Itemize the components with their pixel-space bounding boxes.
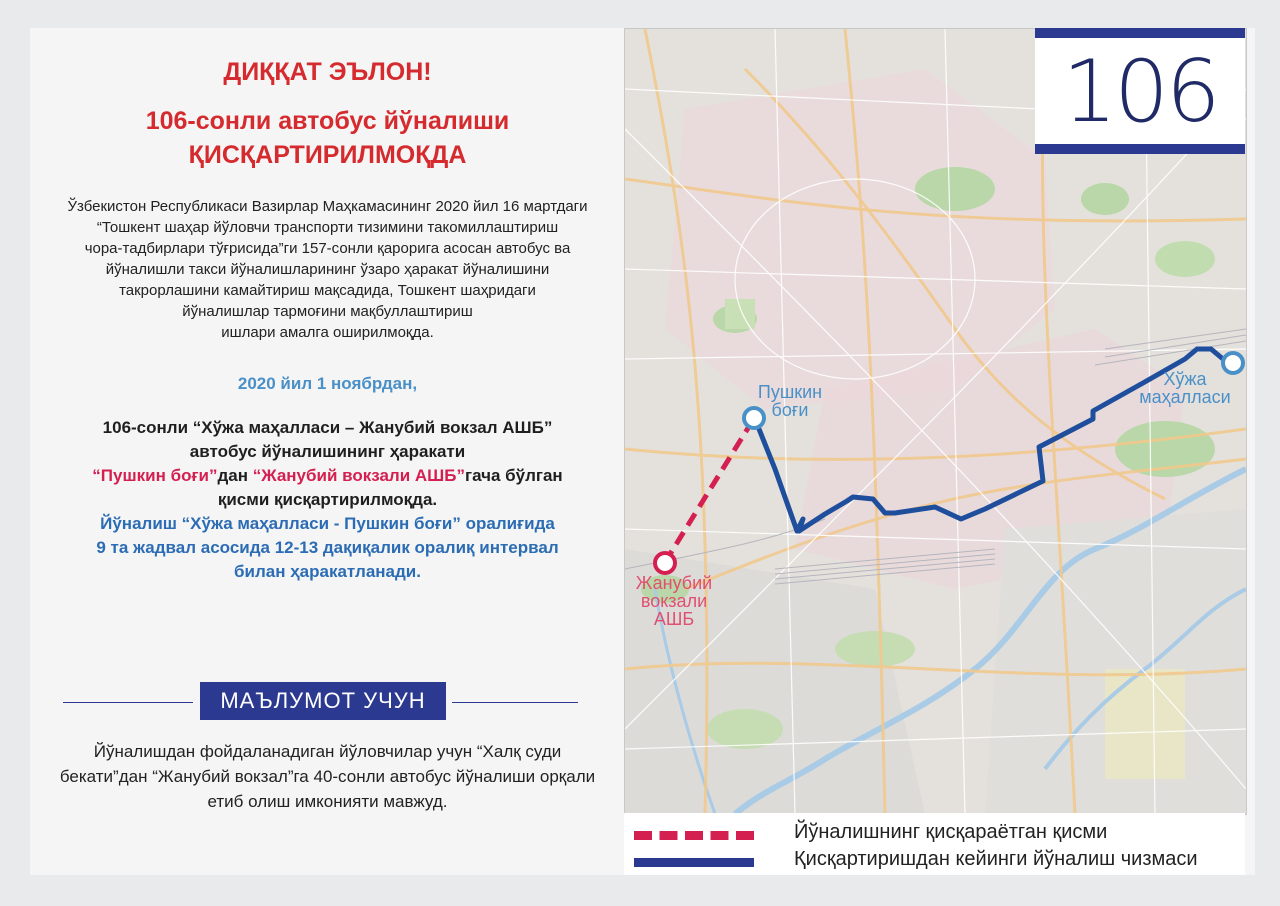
notice-line: автобус йўналишининг ҳаракати <box>189 442 466 461</box>
effective-date: 2020 йил 1 ноябрдан, <box>237 374 418 393</box>
janubiy-stop-marker <box>655 553 675 573</box>
janubiy-stop-label <box>626 574 722 628</box>
info-line-text: бекати”дан “Жанубий вокзал”га 40-сонли автобус йўналиши орқали <box>59 767 596 786</box>
subtitle-line-2: ҚИСҚАРТИРИЛМОҚДА <box>188 141 467 169</box>
notice-line-blue: Йўналиш “Хўжа маҳалласи - Пушкин боғи” оралиғида <box>100 514 555 533</box>
notice-text: дан <box>217 466 253 485</box>
divider-line-left <box>63 702 193 703</box>
map-legend <box>624 813 1245 875</box>
intro-paragraph <box>30 196 625 343</box>
pushkin-stop-label <box>740 383 840 419</box>
stop-label-line: Жанубий <box>635 573 713 593</box>
stop-label-line: вокзали <box>640 591 708 611</box>
intro-line: “Тошкент шаҳар йўловчи транспорти тизимини такомиллаштириш <box>96 219 559 236</box>
notice-line: 106-сонли “Хўжа маҳалласи – Жанубий вокзал АШБ” <box>102 418 553 437</box>
notice-line-blue: билан ҳаракатланади. <box>234 562 421 581</box>
subtitle-line-1: 106-сонли автобус йўналиши <box>145 107 510 135</box>
divider-line-right <box>452 702 578 703</box>
legend-label: Қисқартиришдан кейинги йўналиш чизмаси <box>794 848 1198 870</box>
intro-line: ишлари амалга оширилмоқда. <box>221 324 434 341</box>
intro-line: чора-тадбирлари тўғрисида”ги 157-сонли қарорига асосан автобус ва <box>84 240 571 257</box>
legend-item-new-route <box>634 848 1234 872</box>
legend-label: Йўналишнинг қисқараётган қисми <box>794 821 1108 843</box>
info-line-text: етиб олиш имконияти мавжуд. <box>207 792 448 811</box>
route-number-box <box>1035 28 1245 154</box>
announcement-panel <box>30 28 625 875</box>
janubiy-highlight: “Жанубий вокзали АШБ” <box>252 466 465 485</box>
info-line-text: Йўналишдан фойдаланадиган йўловчилар учун “Халқ суди <box>93 742 562 761</box>
info-label: МАЪЛУМОТ УЧУН <box>200 682 446 720</box>
notice-block <box>30 416 625 584</box>
notice-text: гача бўлган <box>464 466 563 485</box>
legend-item-shortened <box>634 821 1234 845</box>
route-number: 106 <box>1062 42 1218 142</box>
info-paragraph <box>30 739 625 814</box>
stop-label-line: маҳалласи <box>1139 387 1231 407</box>
notice-line <box>30 464 625 488</box>
stop-label-line: АШБ <box>653 609 695 629</box>
stop-label-line: Хўжа <box>1163 369 1207 389</box>
announcement-subtitle <box>30 104 625 172</box>
intro-line: Ўзбекистон Республикаси Вазирлар Маҳкамасининг 2020 йил 16 мартдаги <box>67 198 588 215</box>
intro-line: йўналишлар тармоғини мақбуллаштириш <box>182 303 473 320</box>
intro-line: йўналишли такси йўналишларининг ўзаро ҳаракат йўналишини <box>105 261 550 278</box>
khuja-stop-label <box>1126 370 1244 406</box>
stop-label-line: Пушкин <box>757 382 823 402</box>
route-box-bottom-bar <box>1035 144 1245 154</box>
solid-line-swatch <box>634 858 754 867</box>
stop-label-line: боғи <box>771 400 809 420</box>
notice-line-blue: 9 та жадвал асосида 12-13 дақиқалик оралиқ интервал <box>96 538 559 557</box>
announcement-title: ДИҚҚАТ ЭЪЛОН! <box>223 58 432 86</box>
intro-line: такрорлашини камайтириш мақсадида, Тошкент шаҳридаги <box>119 282 536 299</box>
pushkin-highlight: “Пушкин боғи” <box>92 466 218 485</box>
dashed-line-swatch <box>634 831 754 840</box>
notice-line: қисми қисқартирилмоқда. <box>217 490 438 509</box>
route-box-top-bar <box>1035 28 1245 38</box>
